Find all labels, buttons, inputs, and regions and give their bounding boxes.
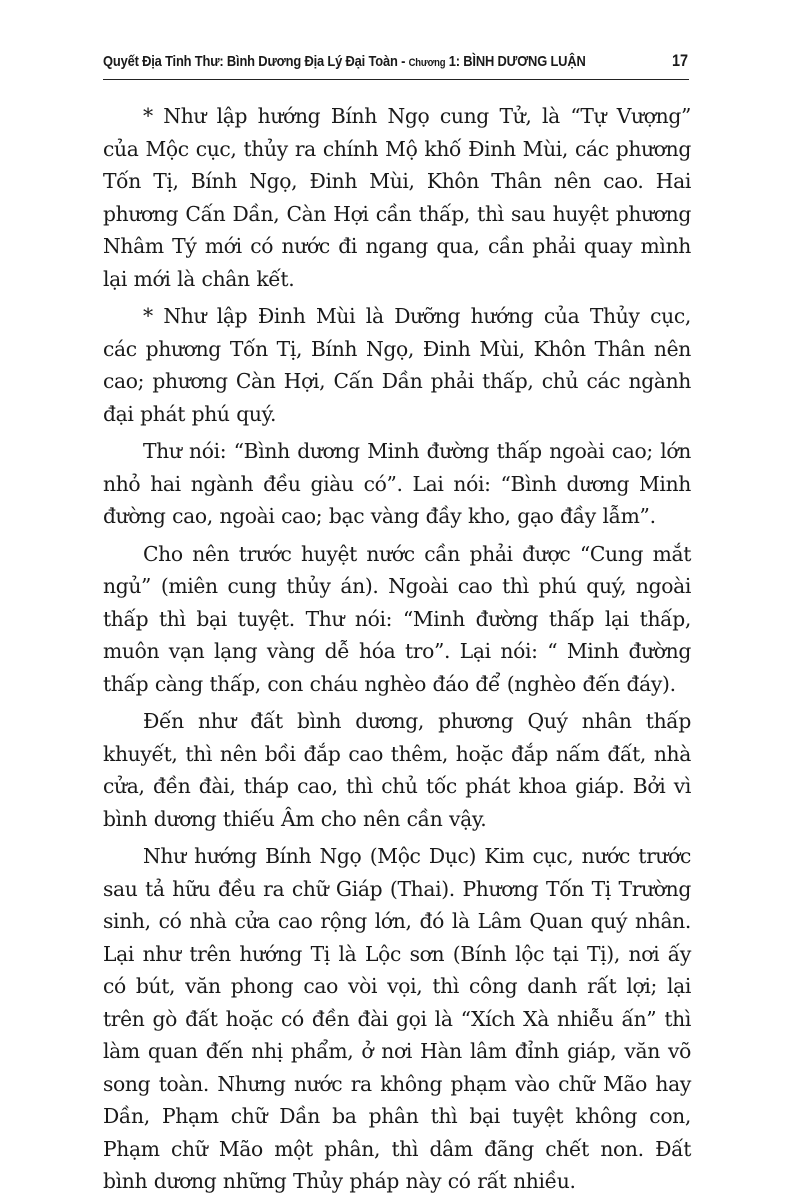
- paragraph: Cho nên trước huyệt nước cần phải được “Cung mắt ngủ” (miên cung thủy án). Ngoài cao thì phú quý, ngoài thấp thì bại tuyệt. Thư nói: “Minh đường thấp lại thấp, muôn vạn lạng vàng dễ hóa tro”. Lại nói: “ Minh đường thấp càng thấp, con cháu nghèo đáo để (nghèo đến đáy).: [103, 541, 691, 696]
- paragraph: Như hướng Bính Ngọ (Mộc Dục) Kim cục, nước trước sau tả hữu đều ra chữ Giáp (Thai). Phương Tốn Tị Trường sinh, có nhà cửa cao rộng lớn, đó là Lâm Quan quý nhân. Lại như trên hướng Tị là Lộc sơn (Bính lộc tại Tị), nơi ấy có bút, văn phong cao vòi vọi, thì công danh rất lợi; lại trên gò đất hoặc có đền đài gọi là “Xích Xà nhiễu ấn” thì làm quan đến nhị phẩm, ở nơi Hàn lâm đỉnh giáp, văn võ song toàn. Nhưng nước ra không phạm vào chữ Mão hay Dần, Phạm chữ Dần ba phân thì bại tuyệt không con, Phạm chữ Mão một phân, thì dâm đãng chết non. Đất bình dương những Thủy pháp này có rất nhiều.: [103, 844, 691, 1193]
- header-divider: [103, 79, 689, 80]
- page-number: 17: [672, 51, 689, 70]
- paragraph: * Như lập Đinh Mùi là Dưỡng hướng của Thủy cục, các phương Tốn Tị, Bính Ngọ, Đinh Mùi, Khôn Thân nên cao; phương Càn Hợi, Cấn Dần phải thấp, chủ các ngành đại phát phú quý.: [103, 304, 691, 426]
- paragraph: Thư nói: “Bình dương Minh đường thấp ngoài cao; lớn nhỏ hai ngành đều giàu có”. Lai nói: “Bình dương Minh đường cao, ngoài cao; bạc vàng đầy kho, gạo đầy lẫm”.: [103, 439, 691, 528]
- header-chapter-title: 1: BÌNH DƯƠNG LUẬN: [445, 53, 586, 70]
- header-book-title: Quyết Địa Tinh Thư: Bình Dương Địa Lý Đại Toàn -: [103, 53, 409, 70]
- running-header: [103, 53, 610, 75]
- body-text: [103, 100, 691, 1203]
- paragraph: Đến như đất bình dương, phương Quý nhân thấp khuyết, thì nên bồi đắp cao thêm, hoặc đắp nấm đất, nhà cửa, đền đài, tháp cao, thì chủ tốc phát khoa giáp. Bởi vì bình dương thiếu Âm cho nên cần vậy.: [103, 709, 691, 831]
- header-chapter-word: Chương: [408, 57, 446, 69]
- paragraph: * Như lập hướng Bính Ngọ cung Tử, là “Tự Vượng” của Mộc cục, thủy ra chính Mộ khố Đinh Mùi, các phương Tốn Tị, Bính Ngọ, Đinh Mùi, Khôn Thân nên cao. Hai phương Cấn Dần, Càn Hợi cần thấp, thì sau huyệt phương Nhâm Tý mới có nước đi ngang qua, cần phải quay mình lại mới là chân kết.: [103, 104, 691, 291]
